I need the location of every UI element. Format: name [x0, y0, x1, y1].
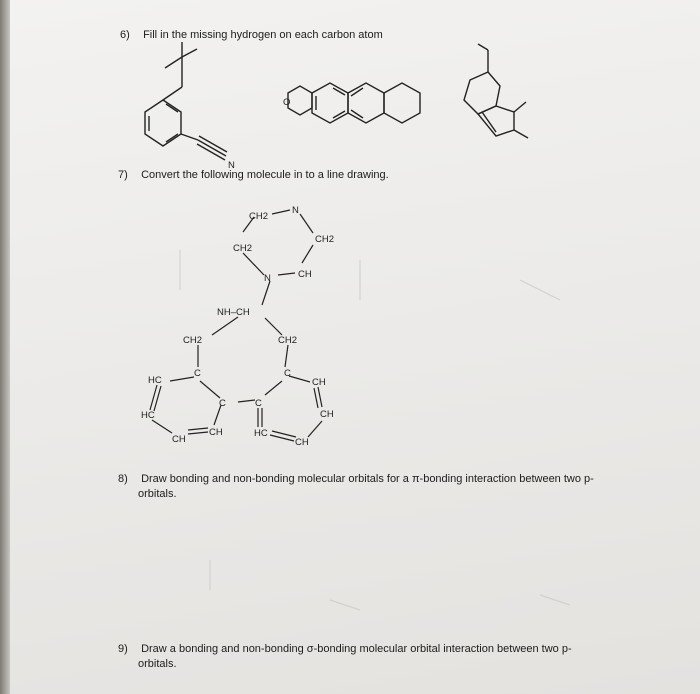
chem-label: CH [172, 434, 186, 445]
chem-label: CH [320, 409, 334, 420]
question-text-line-2: orbitals. [138, 658, 177, 670]
question-7 [118, 168, 389, 183]
chem-label: NH–CH [217, 307, 250, 318]
question-text: Fill in the missing hydrogen on each carbon atom [143, 29, 383, 41]
chem-label: HC [141, 410, 155, 421]
chem-label: C [194, 368, 201, 379]
question-9 [118, 642, 572, 672]
chem-label: CH [312, 377, 326, 388]
question-text-line-2: orbitals. [138, 488, 177, 500]
chem-label: CH2 [183, 335, 203, 346]
chem-label: CH [209, 427, 223, 438]
q7-molecule [0, 195, 700, 465]
chem-label: C [219, 398, 226, 409]
question-number: 6) [120, 29, 130, 41]
chem-label: CH2 [249, 211, 269, 222]
chem-label: C [255, 398, 262, 409]
question-number: 8) [118, 473, 128, 485]
chem-label: CH2 [278, 335, 298, 346]
nitrile-n-label: N [228, 160, 235, 171]
chem-label: HC [254, 428, 268, 439]
chem-label: HC [148, 375, 162, 386]
q6-molecule-2 [288, 83, 420, 123]
chem-label: CH2 [233, 243, 253, 254]
question-number: 9) [118, 643, 128, 655]
q6-molecule-1 [145, 42, 227, 160]
chem-label: CH [295, 437, 309, 448]
chem-label: N [292, 205, 299, 216]
question-text-line-1: Draw bonding and non-bonding molecular orbitals for a π-bonding interaction between two p- [141, 473, 594, 485]
question-text: Convert the following molecule in to a line drawing. [141, 169, 389, 181]
chem-label: CH [298, 269, 312, 280]
oxygen-label: O [283, 97, 291, 108]
q6-molecule-3 [464, 44, 528, 138]
question-8 [118, 472, 594, 502]
chem-label: N [264, 273, 271, 284]
question-number: 7) [118, 169, 128, 181]
question-text-line-1: Draw a bonding and non-bonding σ-bonding molecular orbital interaction between two p- [141, 643, 572, 655]
chem-label: CH2 [315, 234, 335, 245]
chem-label: C [284, 368, 291, 379]
q6-structures [0, 40, 700, 210]
